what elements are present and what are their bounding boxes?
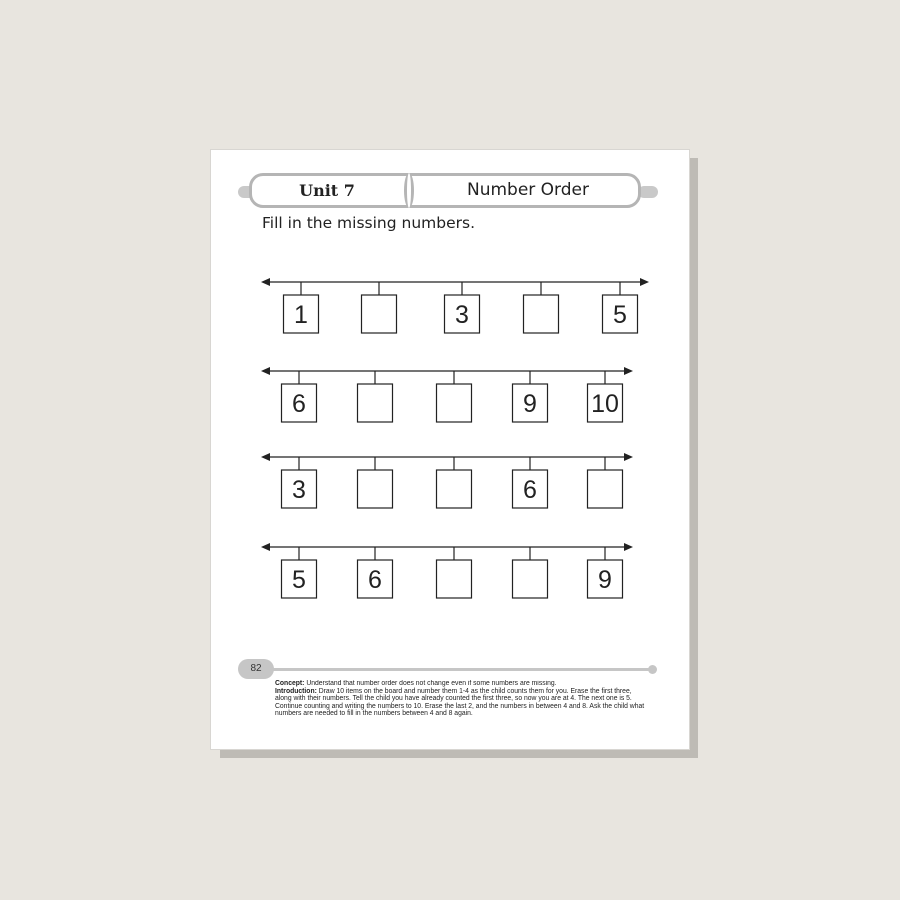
number-line-3 [261,453,633,508]
arrow-left-icon [261,367,270,375]
number-box [358,384,393,422]
number-box-value: 9 [523,390,537,418]
concept-label: Concept: [275,680,305,687]
introduction-label: Introduction: [275,687,317,695]
introduction-note [275,688,646,718]
number-box-value: 6 [368,566,382,594]
arrow-right-icon [640,278,649,286]
number-box-value: 3 [292,476,306,504]
number-line-4 [261,543,633,598]
footer-rule [273,668,651,671]
concept-note [275,680,646,688]
worksheet-page [210,149,690,750]
teacher-notes [275,680,646,718]
number-box [362,295,397,333]
number-box-value: 5 [613,301,627,329]
arrow-left-icon [261,543,270,551]
number-box-value: 1 [294,301,308,329]
number-box [437,470,472,508]
number-box [437,384,472,422]
number-box-value: 10 [591,390,619,418]
arrow-right-icon [624,367,633,375]
number-line-2 [261,367,633,422]
number-box-value: 5 [292,566,306,594]
instruction-text: Fill in the missing numbers. [262,214,476,232]
introduction-text: Draw 10 items on the board and number them 1-4 as the child counts them for you. Erase the first three, along with their numbers. Tell the child you have already counted the first three, so now you are at 4. The next one is 5. Continue counting and writing the numbers to 10. Erase the last 2, and the numbers in between 4 and 8. Ask the child what numbers are needed to fill in the numbers between 4 and 8 again. [275,687,645,718]
number-box-value: 3 [455,301,469,329]
arrow-left-icon [261,453,270,461]
number-box [588,470,623,508]
arrow-right-icon [624,453,633,461]
number-lines [211,150,689,650]
number-box-value: 6 [292,390,306,418]
number-box [437,560,472,598]
unit-label: Unit 7 [299,181,355,200]
number-box-value: 9 [598,566,612,594]
arrow-right-icon [624,543,633,551]
page-number: 82 [238,659,274,679]
number-box [513,560,548,598]
footer-rule-end-dot [648,665,657,674]
arrow-left-icon [261,278,270,286]
number-box [524,295,559,333]
concept-text: Understand that number order does not change even if some numbers are missing. [304,680,557,687]
number-box [358,470,393,508]
number-box-value: 6 [523,476,537,504]
number-line-1 [261,278,649,333]
unit-title: Number Order [466,180,589,200]
